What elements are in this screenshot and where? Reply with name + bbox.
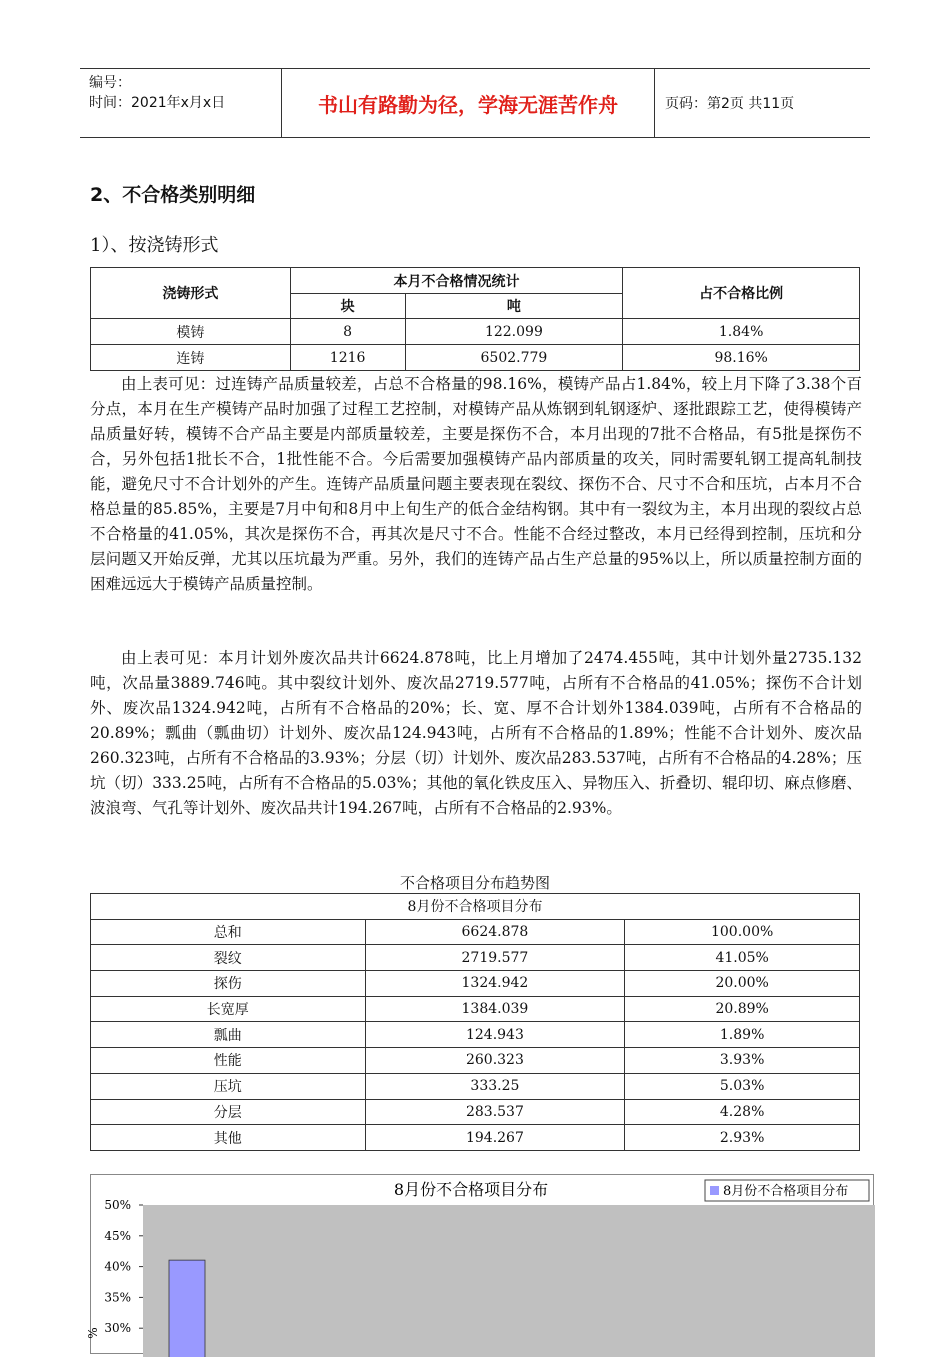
cell-item: 总和 [91,919,366,945]
cell-form: 连铸 [91,345,291,371]
cell-blocks: 1216 [290,345,405,371]
cell-blocks: 8 [290,319,405,345]
cell-item: 裂纹 [91,945,366,971]
col-form: 浇铸形式 [91,268,291,319]
cell-item: 瓢曲 [91,1022,366,1048]
col-stats: 本月不合格情况统计 [290,268,623,294]
table-row [91,1022,860,1048]
cell-tons: 1384.039 [365,996,625,1022]
cell-item: 长宽厚 [91,996,366,1022]
cell-ratio: 98.16% [623,345,860,371]
table-row [91,945,860,971]
table-row [91,1073,860,1099]
cell-pct: 100.00% [625,919,860,945]
table-row [91,345,860,371]
cell-pct: 41.05% [625,945,860,971]
table-row [91,319,860,345]
paragraph-defect-summary: 由上表可见：本月计划外废次品共计6624.878吨，比上月增加了2474.455吨，其中计划外量2735.132吨，次品量3889.746吨。其中裂纹计划外、废次品2719.577吨，占所有不合格品的41.05%；探伤不合计划外、废次品1324.942吨，占所有不合格品的20%；长、宽、厚不合计划外1384.039吨，占所有不合格品的20.89%；瓢曲（瓢曲切）计划外、废次品124.943吨，占所有不合格品的1.89%；性能不合计划外、废次品260.323吨，占所有不合格品的3.93%；分层（切）计划外、废次品283.537吨，占所有不合格品的4.28%；压坑（切）333.25吨，占所有不合格品的5.03%；其他的氧化铁皮压入、异物压入、折叠切、辊印切、麻点修磨、波浪弯、气孔等计划外、废次品共计194.267吨，占所有不合格品的2.93%。 [90,649,862,817]
cell-item: 性能 [91,1048,366,1074]
chart-title: 8月份不合格项目分布 [393,1180,549,1199]
y-tick-label: 45% [104,1228,131,1243]
plot-area [143,1205,875,1357]
cell-item: 其他 [91,1125,366,1151]
y-axis-label: % [86,1327,100,1339]
y-tick-label: 35% [104,1290,131,1305]
cell-item: 压坑 [91,1073,366,1099]
casting-table [90,267,860,371]
y-tick-label: 30% [104,1321,131,1336]
cell-tons: 2719.577 [365,945,625,971]
section-title: 2、不合格类别明细 [90,184,256,206]
page-header [80,68,870,138]
cell-tons: 283.537 [365,1099,625,1125]
cell-ratio: 1.84% [623,319,860,345]
col-blocks: 块 [290,294,405,319]
cell-tons: 260.323 [365,1048,625,1074]
legend-label: 8月份不合格项目分布 [723,1184,849,1199]
trend-caption: 不合格项目分布趋势图 [399,874,550,892]
cell-item: 探伤 [91,971,366,997]
cell-pct: 1.89% [625,1022,860,1048]
table-row [91,919,860,945]
y-tick-label: 50% [104,1198,131,1212]
table-row [91,996,860,1022]
cell-tons: 194.267 [365,1125,625,1151]
bar-裂纹 [169,1260,205,1357]
table-row [91,971,860,997]
cell-tons: 333.25 [365,1073,625,1099]
dist-table-title: 8月份不合格项目分布 [91,894,860,920]
col-ratio: 占不合格比例 [623,268,860,319]
cell-tons: 124.943 [365,1022,625,1048]
cell-item: 分层 [91,1099,366,1125]
legend-swatch [710,1186,719,1195]
cell-pct: 3.93% [625,1048,860,1074]
cell-form: 模铸 [91,319,291,345]
cell-pct: 20.89% [625,996,860,1022]
cell-pct: 5.03% [625,1073,860,1099]
cell-tons: 122.099 [405,319,623,345]
y-tick-label: 40% [104,1259,131,1274]
time-label: 时间：2021年x月x日 [89,95,226,111]
header-motto: 书山有路勤为径，学海无涯苦作舟 [282,69,655,137]
cell-tons: 6624.878 [365,919,625,945]
cell-pct: 2.93% [625,1125,860,1151]
distribution-table [90,893,860,1151]
cell-tons: 6502.779 [405,345,623,371]
page-info: 页码：第2页 共11页 [665,96,795,112]
paragraph-casting-analysis: 由上表可见：过连铸产品质量较差，占总不合格量的98.16%，模铸产品占1.84%，较上月下降了3.38个百分点，本月在生产模铸产品时加强了过程工艺控制，对模铸产品从炼钢到轧钢逐炉、逐批跟踪工艺，使得模铸产品质量好转，模铸不合产品主要是内部质量较差，主要是探伤不合，本月出现的7批不合格品，有5批是探伤不合，另外包括1批长不合，1批性能不合。今后需要加强模铸产品内部质量的攻关，同时需要轧钢工提高轧制技能，避免尺寸不合计划外的产生。连铸产品质量问题主要表现在裂纹、探伤不合、尺寸不合和压坑，占本月不合格总量的85.85%，主要是7月中旬和8月中上旬生产的低合金结构钢。其中有一裂纹为主，本月出现的裂纹占总不合格量的41.05%，其次是探伤不合，再其次是尺寸不合。性能不合经过整改，本月已经得到控制，压坑和分层问题又开始反弹，尤其以压坑最为严重。另外，我们的连铸产品占生产总量的95%以上，所以质量控制方面的困难远远大于模铸产品质量控制。 [90,375,862,593]
table-row [91,1099,860,1125]
code-label: 编号： [89,75,131,91]
cell-pct: 4.28% [625,1099,860,1125]
table-row [91,1048,860,1074]
subsection-title: 1）、按浇铸形式 [90,235,219,256]
col-tons: 吨 [405,294,623,319]
cell-pct: 20.00% [625,971,860,997]
chart-svg [86,1175,873,1353]
table-row [91,1125,860,1151]
cell-tons: 1324.942 [365,971,625,997]
header-left [80,69,282,137]
distribution-chart [86,1174,874,1354]
